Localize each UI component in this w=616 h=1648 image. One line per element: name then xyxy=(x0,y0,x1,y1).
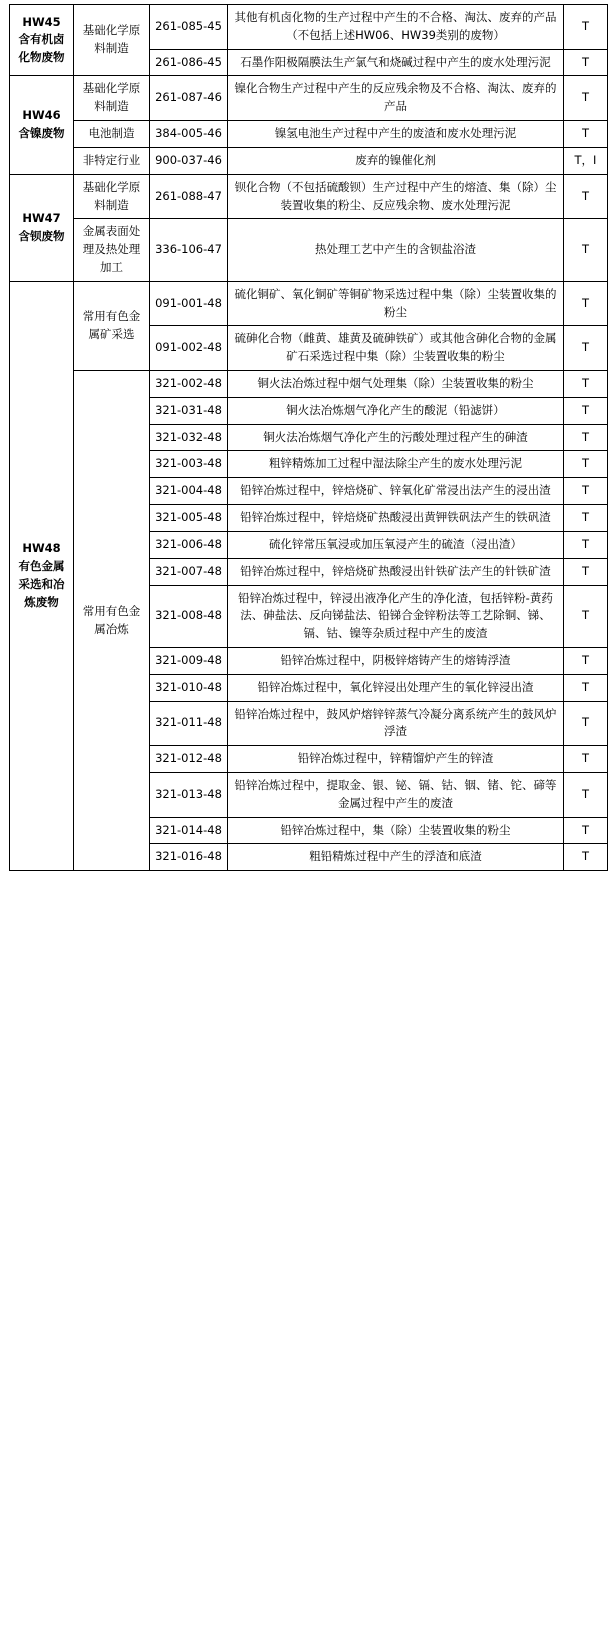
category-cell xyxy=(10,76,74,174)
waste-desc-cell: 硫砷化合物（雌黄、雄黄及硫砷铁矿）或其他含砷化合物的金属矿石采选过程中集（除）尘装置收集的粉尘 xyxy=(228,326,564,371)
hazard-cell: T xyxy=(564,326,608,371)
waste-desc-cell: 硫化锌常压氧浸或加压氧浸产生的硫渣（浸出渣） xyxy=(228,531,564,558)
category-line: 含有机卤 xyxy=(18,32,65,47)
waste-code-cell: 091-002-48 xyxy=(150,326,228,371)
industry-cell: 基础化学原料制造 xyxy=(74,174,150,219)
hazardous-waste-table xyxy=(9,4,608,871)
waste-desc-cell: 热处理工艺中产生的含钡盐浴渣 xyxy=(228,219,564,281)
waste-code-cell: 261-087-46 xyxy=(150,76,228,121)
waste-desc-cell: 镍化合物生产过程中产生的反应残余物及不合格、淘汰、废弃的产品 xyxy=(228,76,564,121)
waste-code-cell: 321-010-48 xyxy=(150,674,228,701)
waste-code-cell: 321-032-48 xyxy=(150,424,228,451)
waste-desc-cell: 铅锌冶炼过程中，集（除）尘装置收集的粉尘 xyxy=(228,817,564,844)
waste-desc-cell: 硫化铜矿、氧化铜矿等铜矿物采选过程中集（除）尘装置收集的粉尘 xyxy=(228,281,564,326)
category-cell xyxy=(10,5,74,76)
category-line: 化物废物 xyxy=(18,50,65,65)
category-cell xyxy=(10,281,74,871)
industry-cell: 常用有色金属矿采选 xyxy=(74,281,150,370)
hazard-cell: T xyxy=(564,674,608,701)
waste-desc-cell: 镍氢电池生产过程中产生的废渣和废水处理污泥 xyxy=(228,121,564,148)
hazard-cell: T xyxy=(564,746,608,773)
category-line: HW47 xyxy=(22,210,61,225)
waste-code-cell: 384-005-46 xyxy=(150,121,228,148)
waste-desc-cell: 铅锌冶炼过程中，鼓风炉熔锌锌蒸气冷凝分离系统产生的鼓风炉浮渣 xyxy=(228,701,564,746)
table-row xyxy=(10,147,608,174)
waste-code-cell: 321-006-48 xyxy=(150,531,228,558)
table-row xyxy=(10,281,608,326)
industry-cell: 基础化学原料制造 xyxy=(74,76,150,121)
hazard-cell: T xyxy=(564,817,608,844)
waste-code-cell: 321-012-48 xyxy=(150,746,228,773)
hazard-cell: T xyxy=(564,558,608,585)
waste-desc-cell: 石墨作阳极隔膜法生产氯气和烧碱过程中产生的废水处理污泥 xyxy=(228,49,564,76)
waste-code-cell: 261-085-45 xyxy=(150,5,228,50)
category-line: 含镍废物 xyxy=(18,126,65,141)
waste-code-cell: 321-003-48 xyxy=(150,451,228,478)
table-row xyxy=(10,121,608,148)
table-row xyxy=(10,174,608,219)
waste-code-cell: 321-013-48 xyxy=(150,773,228,818)
waste-code-cell: 321-014-48 xyxy=(150,817,228,844)
industry-cell: 基础化学原料制造 xyxy=(74,5,150,76)
hazard-cell: T xyxy=(564,451,608,478)
hazard-cell: T xyxy=(564,219,608,281)
waste-desc-cell: 废弃的镍催化剂 xyxy=(228,147,564,174)
hazard-cell: T xyxy=(564,49,608,76)
category-line: HW46 xyxy=(22,108,61,123)
hazard-cell: T xyxy=(564,701,608,746)
waste-code-cell: 261-086-45 xyxy=(150,49,228,76)
hazard-cell: T xyxy=(564,174,608,219)
waste-desc-cell: 其他有机卤化物的生产过程中产生的不合格、淘汰、废弃的产品（不包括上述HW06、HW39类别的废物） xyxy=(228,5,564,50)
waste-code-cell: 321-009-48 xyxy=(150,647,228,674)
document-page xyxy=(0,4,616,871)
category-line: 炼废物 xyxy=(24,594,59,609)
industry-cell: 非特定行业 xyxy=(74,147,150,174)
waste-code-cell: 321-004-48 xyxy=(150,478,228,505)
waste-code-cell: 321-031-48 xyxy=(150,397,228,424)
category-line: HW48 xyxy=(22,541,61,556)
waste-code-cell: 321-002-48 xyxy=(150,371,228,398)
waste-desc-cell: 铜火法冶炼烟气净化产生的污酸处理过程产生的砷渣 xyxy=(228,424,564,451)
waste-code-cell: 321-007-48 xyxy=(150,558,228,585)
waste-desc-cell: 铅锌冶炼过程中，氧化锌浸出处理产生的氧化锌浸出渣 xyxy=(228,674,564,701)
waste-code-cell: 321-011-48 xyxy=(150,701,228,746)
table-row xyxy=(10,76,608,121)
waste-desc-cell: 铜火法冶炼过程中烟气处理集（除）尘装置收集的粉尘 xyxy=(228,371,564,398)
industry-cell: 电池制造 xyxy=(74,121,150,148)
hazard-cell: T xyxy=(564,773,608,818)
table-row xyxy=(10,219,608,281)
hazard-cell: T xyxy=(564,5,608,50)
category-line: 有色金属 xyxy=(18,559,65,574)
hazard-cell: T xyxy=(564,281,608,326)
table-row xyxy=(10,371,608,398)
waste-desc-cell: 铅锌冶炼过程中，锌焙烧矿热酸浸出黄钾铁矾法产生的铁矾渣 xyxy=(228,505,564,532)
waste-code-cell: 321-008-48 xyxy=(150,585,228,647)
hazard-cell: T xyxy=(564,76,608,121)
waste-code-cell: 091-001-48 xyxy=(150,281,228,326)
hazard-cell: T xyxy=(564,844,608,871)
waste-desc-cell: 钡化合物（不包括硫酸钡）生产过程中产生的熔渣、集（除）尘装置收集的粉尘、反应残余物、废水处理污泥 xyxy=(228,174,564,219)
waste-desc-cell: 铅锌冶炼过程中，提取金、银、铋、镉、钴、铟、锗、铊、碲等金属过程中产生的废渣 xyxy=(228,773,564,818)
hazard-cell: T xyxy=(564,531,608,558)
hazard-cell: T，I xyxy=(564,147,608,174)
waste-desc-cell: 铅锌冶炼过程中，锌浸出液净化产生的净化渣，包括锌粉-黄药法、砷盐法、反向锑盐法、铅锑合金锌粉法等工艺除铜、锑、镉、钴、镍等杂质过程中产生的废渣 xyxy=(228,585,564,647)
hazard-cell: T xyxy=(564,585,608,647)
table-body xyxy=(10,5,608,871)
industry-cell: 常用有色金属冶炼 xyxy=(74,371,150,871)
table-row xyxy=(10,5,608,50)
hazard-cell: T xyxy=(564,371,608,398)
category-line: 采选和冶 xyxy=(18,577,65,591)
hazard-cell: T xyxy=(564,121,608,148)
hazard-cell: T xyxy=(564,397,608,424)
waste-desc-cell: 铅锌冶炼过程中，锌焙烧矿、锌氧化矿常浸出法产生的浸出渣 xyxy=(228,478,564,505)
waste-code-cell: 321-016-48 xyxy=(150,844,228,871)
waste-desc-cell: 铅锌冶炼过程中，锌精馏炉产生的锌渣 xyxy=(228,746,564,773)
hazard-cell: T xyxy=(564,478,608,505)
category-cell xyxy=(10,174,74,281)
waste-code-cell: 336-106-47 xyxy=(150,219,228,281)
waste-code-cell: 900-037-46 xyxy=(150,147,228,174)
hazard-cell: T xyxy=(564,505,608,532)
waste-desc-cell: 粗铅精炼过程中产生的浮渣和底渣 xyxy=(228,844,564,871)
waste-code-cell: 261-088-47 xyxy=(150,174,228,219)
category-line: HW45 xyxy=(22,14,61,29)
category-line: 含钡废物 xyxy=(18,228,65,243)
waste-desc-cell: 铅锌冶炼过程中，阴极锌熔铸产生的熔铸浮渣 xyxy=(228,647,564,674)
waste-code-cell: 321-005-48 xyxy=(150,505,228,532)
hazard-cell: T xyxy=(564,647,608,674)
industry-cell: 金属表面处理及热处理加工 xyxy=(74,219,150,281)
waste-desc-cell: 铅锌冶炼过程中，锌焙烧矿热酸浸出针铁矿法产生的针铁矿渣 xyxy=(228,558,564,585)
waste-desc-cell: 粗锌精炼加工过程中湿法除尘产生的废水处理污泥 xyxy=(228,451,564,478)
waste-desc-cell: 铜火法冶炼烟气净化产生的酸泥（铅滤饼） xyxy=(228,397,564,424)
hazard-cell: T xyxy=(564,424,608,451)
